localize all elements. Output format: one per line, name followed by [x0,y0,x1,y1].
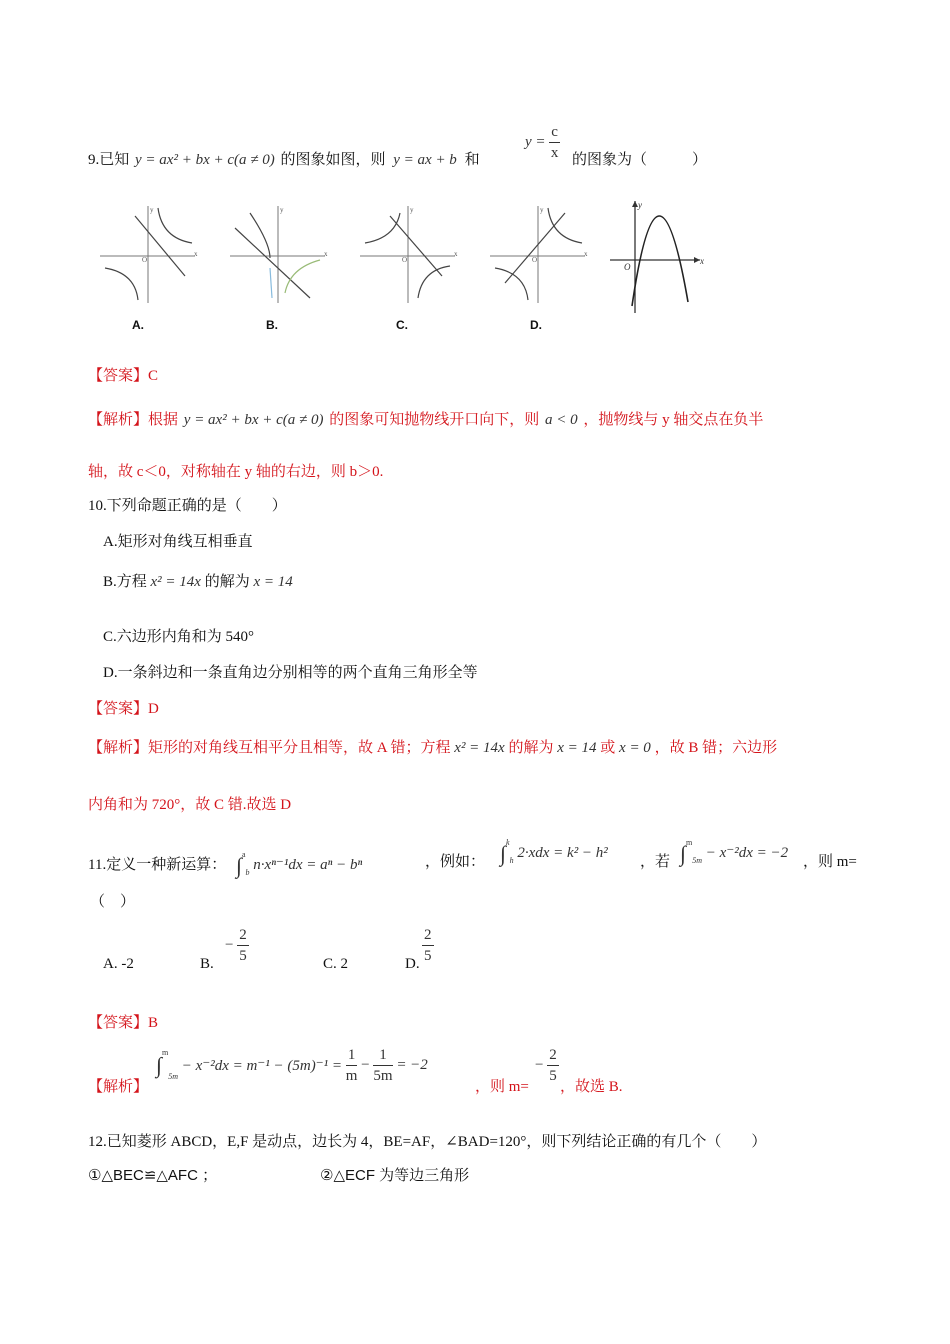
q11-definition: ∫$^a_b$ n·xⁿ⁻¹dx = aⁿ − bⁿ [235,850,363,878]
q11-analysis-f2-denominator: 5m [373,1068,393,1084]
q10-option-b-solution: x = 14 [253,574,293,590]
q10-analysis-or: 或 [600,740,616,756]
q11-stem-line [88,850,362,879]
svg-text:y: y [150,206,154,214]
svg-text:x: x [324,250,328,258]
q11-answer-label: 【答案】 [88,1015,149,1031]
q10-analysis-text-c: ，故 B 错；六边形 [654,740,778,756]
q11-option-d-denominator: 5 [424,948,432,964]
q11-analysis-expr-b: = −2 [396,1057,428,1073]
q11-analysis-then: ，则 m= [475,1079,529,1095]
q11-option-b-sign: − [225,937,234,953]
q11-stem-c: ，若 [640,854,671,870]
q11-analysis-end: ，故选 B. [560,1079,623,1095]
graph-c [360,206,458,303]
q10-analysis-label: 【解析】 [88,740,149,756]
svg-text:y: y [638,200,642,210]
q11-stem-a: 11.定义一种新运算： [88,857,227,873]
q11-analysis-result [535,1045,559,1086]
q10-option-b [103,570,293,591]
q9-inverse-denominator: x [550,145,559,161]
q10-analysis-text-b: 的解为 [508,740,554,756]
svg-text:y: y [540,206,544,214]
q10-analysis-line2: 内角和为 720°，故 C 错.故选 D [88,797,292,813]
q11-option-d-label: D. [405,956,420,972]
q11-analysis-result-sign: − [535,1057,544,1073]
q11-analysis-result-numerator: 2 [547,1045,559,1066]
q10-analysis-text-a: 矩形的对角线互相平分且相等，故 A 错；方程 [148,740,451,756]
q12-stem: 12.已知菱形 ABCD，E,F 是动点，边长为 4，BE=AF，∠BAD=120°，则下列结论正确的有几个（ ） [88,1134,767,1150]
q12-item-1: ①△BEC≌△AFC ； [88,1167,218,1184]
q9-graphs [95,198,715,333]
graph-label-d: D. [530,318,542,332]
integral-sign: ∫ [235,853,242,878]
q10-option-a: A.矩形对角线互相垂直 [103,534,253,550]
q9-inverse-equation [525,122,560,163]
q9-analysis-label: 【解析】 [88,412,149,428]
q9-analysis-equation: y = ax² + bx + c(a ≠ 0) [183,412,324,428]
q11-option-a: A. -2 [103,956,134,972]
q11-option-d-numerator: 2 [422,925,434,946]
q9-answer-value: C [148,368,159,384]
q9-analysis-text-c: ，抛物线与 y 轴交点在负半 [583,412,764,428]
q11-example-expression: 2·xdx = k² − h² [517,845,608,861]
q10-answer [88,697,159,718]
q10-option-d: D.一条斜边和一条直角边分别相等的两个直角三角形全等 [103,665,478,681]
q9-analysis-inequality: a < 0 [545,412,578,428]
graph-label-c: C. [396,318,408,332]
q11-stem-d: ，则 m= [803,854,857,870]
q11-analysis-result-denominator: 5 [549,1068,557,1084]
q10-option-c: C.六边形内角和为 540° [103,629,255,645]
q9-and-text: 和 [464,152,480,168]
graph-d [490,206,588,303]
q9-analysis-text-a: 根据 [148,412,179,428]
svg-text:O: O [532,256,538,264]
q11-stem-b: ，例如： [425,854,486,870]
q10-option-b-prefix: B.方程 [103,574,147,590]
q9-mid-text: 的图象如图，则 [280,152,386,168]
svg-text:x: x [194,250,198,258]
svg-text:O: O [402,256,408,264]
q11-analysis-f1-numerator: 1 [346,1045,358,1066]
q11-option-b-denominator: 5 [239,948,247,964]
q11-option-c: C. 2 [323,956,349,972]
q11-condition-expression: − x⁻²dx = −2 [705,845,789,861]
q9-prefix: 9.已知 [88,152,130,168]
q10-analysis-equation: x² = 14x [454,740,505,756]
svg-text:x: x [700,256,704,266]
q10-option-b-mid: 的解为 [204,574,250,590]
svg-text:x: x [454,250,458,258]
q11-analysis-expr-a: − x⁻²dx = m⁻¹ − (5m)⁻¹ = [181,1058,342,1074]
q9-analysis-text-b: 的图象可知抛物线开口向下，则 [329,412,540,428]
q11-analysis-equation: ∫$^m_{5m}$ − x⁻²dx = m⁻¹ − (5m)⁻¹ = $\frac{1}{m}$ − $\frac{1}{5m}$ = −2 [156,1047,428,1084]
q11-analysis-minus: − [361,1057,370,1073]
svg-text:O: O [142,256,148,264]
svg-text:y: y [410,206,414,214]
q10-option-b-equation: x² = 14x [150,574,201,590]
svg-text:O: O [624,262,631,272]
q9-quadratic-equation: y = ax² + bx + c(a ≠ 0) [135,152,275,168]
q11-option-d-value [422,925,434,966]
q11-paren: （ ） [90,894,136,910]
q9-answer-label: 【答案】 [88,368,149,384]
q9-suffix: 的图象为（ ） [572,152,708,168]
q10-analysis-line1 [88,736,777,757]
q9-answer [88,364,158,385]
q11-analysis-f2-numerator: 1 [373,1045,392,1066]
graph-label-b: B. [266,318,278,332]
q11-condition: ∫$^m_{5m}$ − x⁻²dx = −2 [680,838,789,866]
q10-answer-value: D [148,701,159,717]
q9-inverse-numerator: c [549,122,560,143]
graph-a [100,206,198,303]
q11-answer [88,1011,158,1032]
q11-option-b-numerator: 2 [237,925,249,946]
reference-parabola [610,200,704,313]
graph-label-a: A. [132,318,144,332]
svg-text:y: y [280,206,284,214]
q9-inverse-lhs: y = [525,134,546,150]
q11-option-b-value [225,925,249,966]
q9-analysis-line2: 轴，故 c＜0，对称轴在 y 轴的右边，则 b＞0. [88,464,384,480]
q10-answer-label: 【答案】 [88,701,149,717]
svg-text:x: x [584,250,588,258]
q11-analysis-label: 【解析】 [88,1079,149,1095]
q10-stem: 10.下列命题正确的是（ ） [88,498,287,514]
q11-example: ∫$^k_h$ 2·xdx = k² − h² [500,838,608,866]
graph-b [230,206,328,303]
q11-option-b-label: B. [200,956,214,972]
q9-linear-equation: y = ax + b [393,152,457,168]
q9-analysis-line1 [88,408,763,429]
q12-item-2: ②△ECF 为等边三角形 [320,1167,470,1184]
q9-stem [88,148,480,169]
q11-analysis-f1-denominator: m [345,1068,358,1084]
q11-definition-expression: n·xⁿ⁻¹dx = aⁿ − bⁿ [253,857,363,873]
q10-analysis-solution-2: x = 0 [619,740,651,756]
q11-answer-value: B [148,1015,159,1031]
q10-analysis-solution-1: x = 14 [557,740,597,756]
